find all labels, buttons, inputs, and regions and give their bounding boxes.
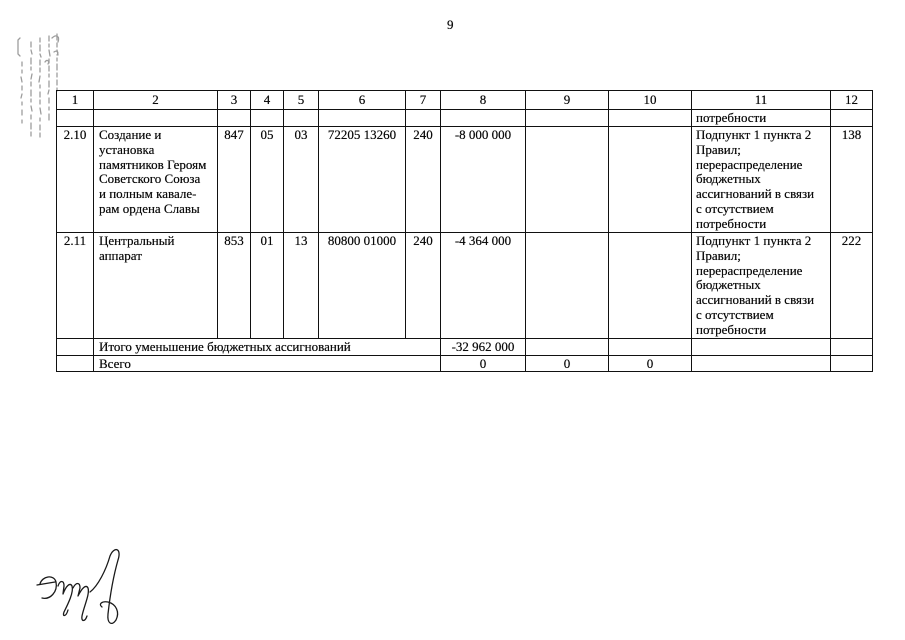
target-article-code-cell: 80800 01000 [319,233,406,339]
empty-cell [319,110,406,127]
empty-cell [57,110,94,127]
expense-type-code-cell: 240 [406,127,441,233]
header-cell-3: 3 [218,91,251,110]
total-decrease-row [57,338,873,355]
page-number: 9 [447,17,454,32]
empty-cell [94,110,218,127]
header-cell-12: 12 [831,91,873,110]
header-cell-9: 9 [526,91,609,110]
basis-note-cell [692,127,831,233]
basis-note-line: бюджетных [696,277,761,293]
table-row [57,127,873,233]
section-code-cell: 01 [251,233,284,339]
ministry-code-cell: 847 [218,127,251,233]
header-cell-7: 7 [406,91,441,110]
empty-cell [284,110,319,127]
empty-cell [831,110,873,127]
ministry-code-cell: 853 [218,233,251,339]
basis-note-line: Правил; [696,141,741,157]
empty-cell [57,355,94,372]
empty-cell [831,355,873,372]
header-cell-6: 6 [319,91,406,110]
item-name-line: аппарат [99,247,142,263]
section-code-cell: 05 [251,127,284,233]
item-name-cell [94,233,218,339]
subsection-code-cell: 13 [284,233,319,339]
basis-note-cell: потребности [692,110,831,127]
empty-cell [609,338,692,355]
empty-cell [609,110,692,127]
basis-note-line: бюджетных [696,171,761,187]
header-cell-2: 2 [94,91,218,110]
empty-cell [57,338,94,355]
header-cell-1: 1 [57,91,94,110]
item-name-line: установка [99,141,155,157]
empty-cell [526,338,609,355]
continuation-row [57,110,873,127]
basis-note-line: с отсутствием [696,306,774,322]
header-cell-8: 8 [441,91,526,110]
grand-total-amount-9: 0 [526,355,609,372]
reference-number-cell: 222 [831,233,873,339]
grand-total-amount-10: 0 [609,355,692,372]
basis-note-line: потребности [696,215,767,231]
amount-change-cell: -8 000 000 [441,127,526,233]
item-name-line: Советского Союза [99,171,201,187]
header-cell-5: 5 [284,91,319,110]
item-name-line: памятников Героям [99,156,207,172]
empty-cell [218,110,251,127]
budget-allocation-table [56,90,873,372]
empty-cell [406,110,441,127]
row-number-cell: 2.10 [57,127,94,233]
table-row [57,233,873,339]
total-decrease-amount: -32 962 000 [441,338,526,355]
basis-note-line: Подпункт 1 пункта 2 [696,127,812,142]
empty-cell [609,233,692,339]
empty-cell [692,355,831,372]
empty-cell [251,110,284,127]
empty-cell [526,127,609,233]
empty-cell [441,110,526,127]
empty-cell [609,127,692,233]
basis-note-line: Подпункт 1 пункта 2 [696,233,812,248]
grand-total-row [57,355,873,372]
reference-number-cell: 138 [831,127,873,233]
basis-note-line: потребности [696,321,767,337]
grand-total-label: Всего [94,355,441,372]
basis-note-line: перераспределение [696,156,803,172]
basis-note-cell [692,233,831,339]
target-article-code-cell: 72205 13260 [319,127,406,233]
header-cell-11: 11 [692,91,831,110]
empty-cell [526,110,609,127]
total-decrease-label: Итого уменьшение бюджетных ассигнований [94,338,441,355]
basis-note-line: Правил; [696,247,741,263]
basis-note-line: ассигнований в связи [696,292,815,308]
header-cell-10: 10 [609,91,692,110]
basis-note-line: ассигнований в связи [696,186,815,202]
item-name-line: Центральный [99,233,175,248]
item-name-cell [94,127,218,233]
item-name-line: и полным кавале- [99,186,197,202]
grand-total-amount-8: 0 [441,355,526,372]
basis-note-line: перераспределение [696,262,803,278]
basis-note-line: с отсутствием [696,200,774,216]
empty-cell [831,338,873,355]
item-name-line: рам ордена Славы [99,200,200,216]
empty-cell [526,233,609,339]
empty-cell [692,338,831,355]
handwritten-signature [30,540,130,630]
expense-type-code-cell: 240 [406,233,441,339]
header-cell-4: 4 [251,91,284,110]
row-number-cell: 2.11 [57,233,94,339]
subsection-code-cell: 03 [284,127,319,233]
item-name-line: Создание и [99,127,162,142]
column-number-header-row [57,91,873,110]
amount-change-cell: -4 364 000 [441,233,526,339]
